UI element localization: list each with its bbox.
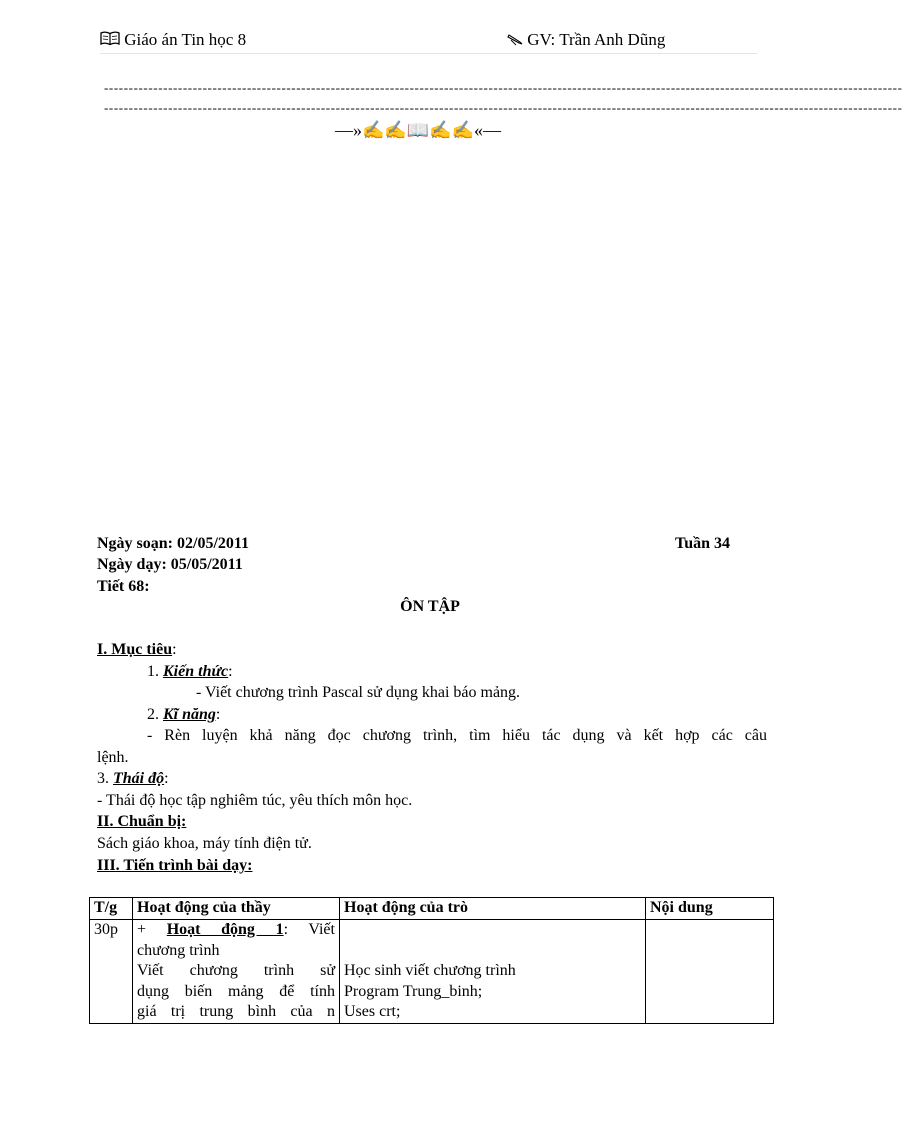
ki-nang-label: Kĩ năng (163, 706, 216, 723)
thai-do-text: - Thái độ học tập nghiêm túc, yêu thích môn học. (97, 792, 413, 809)
ngay-day: Ngày dạy: 05/05/2011 (97, 556, 243, 573)
tiet: Tiết 68: (97, 578, 150, 595)
tro-line-3: Uses crt; (344, 1003, 401, 1020)
cell-thay (133, 920, 340, 1024)
kien-thuc-text: - Viết chương trình Pascal sử dụng khai báo mảng. (196, 684, 521, 701)
tro-line-1: Học sinh viết chương trình (344, 962, 516, 979)
ki-nang-num: 2. (147, 706, 163, 723)
pencil-icon (507, 30, 527, 49)
lesson-table (89, 897, 774, 1024)
header-noi-dung: Nội dung (646, 898, 774, 920)
open-book-icon (100, 30, 124, 49)
hoat-dong-1-label: Hoạt động 1 (166, 921, 284, 938)
cell-noi-dung (646, 920, 774, 1024)
page-title: ÔN TẬP (400, 598, 460, 615)
ornament-divider: —»✍✍📖✍✍«— (335, 120, 502, 140)
header-right (507, 30, 665, 50)
header-right-text: GV: Trần Anh Dũng (527, 30, 666, 49)
ngay-soan: Ngày soạn: 02/05/2011 (97, 535, 250, 552)
section-muc-tieu: I. Mục tiêu: (97, 641, 177, 658)
thay-line-1: + Hoạt động 1: Viết (137, 921, 335, 938)
chuan-bi-heading: II. Chuẩn bị: (97, 813, 187, 830)
table-header-row (90, 898, 774, 920)
cell-tro (340, 920, 646, 1024)
header-left-text: Giáo án Tin học 8 (124, 30, 247, 49)
dashed-separator-1: ------------------------------------------------------------------------------------------------------------------------------------------------------------------ (104, 80, 903, 95)
kien-thuc-heading: 1. Kiến thức: (147, 663, 233, 680)
ki-nang-text-cont: lệnh. (97, 749, 129, 766)
kien-thuc-num: 1. (147, 663, 163, 680)
thay-line-2: chương trình (137, 941, 220, 959)
thay-line-4: dụng biến mảng để tính (137, 982, 335, 1000)
thai-do-heading: 3. Thái độ: (97, 770, 169, 787)
ki-nang-heading: 2. Kĩ năng: (147, 706, 221, 723)
ki-nang-text: - Rèn luyện khả năng đọc chương trình, tìm hiểu tác dụng và kết hợp các câu (147, 727, 767, 744)
thay-line-5: giá trị trung bình của n (137, 1003, 335, 1020)
muc-tieu-heading: I. Mục tiêu (97, 641, 173, 658)
thay-line-3: Viết chương trình sử (137, 962, 335, 979)
table-row (90, 920, 774, 1024)
kien-thuc-label: Kiến thức (163, 663, 229, 680)
dashed-separator-2: ------------------------------------------------------------------------------------------------------------------------------------------------------------------ (104, 100, 903, 115)
header-left (100, 30, 246, 50)
header-thay: Hoạt động của thầy (133, 898, 340, 920)
header-rule (100, 53, 757, 54)
cell-time: 30p (90, 920, 133, 1024)
tien-trinh-heading: III. Tiến trình bài dạy: (97, 857, 253, 874)
thai-do-num: 3. (97, 770, 113, 787)
chuan-bi-text: Sách giáo khoa, máy tính điện tử. (97, 835, 312, 852)
tuan: Tuần 34 (675, 535, 730, 552)
tro-line-2: Program Trung_binh; (344, 982, 483, 1000)
header-tro: Hoạt động của trò (340, 898, 646, 920)
header-time: T/g (90, 898, 133, 920)
thai-do-label: Thái độ (113, 770, 165, 787)
